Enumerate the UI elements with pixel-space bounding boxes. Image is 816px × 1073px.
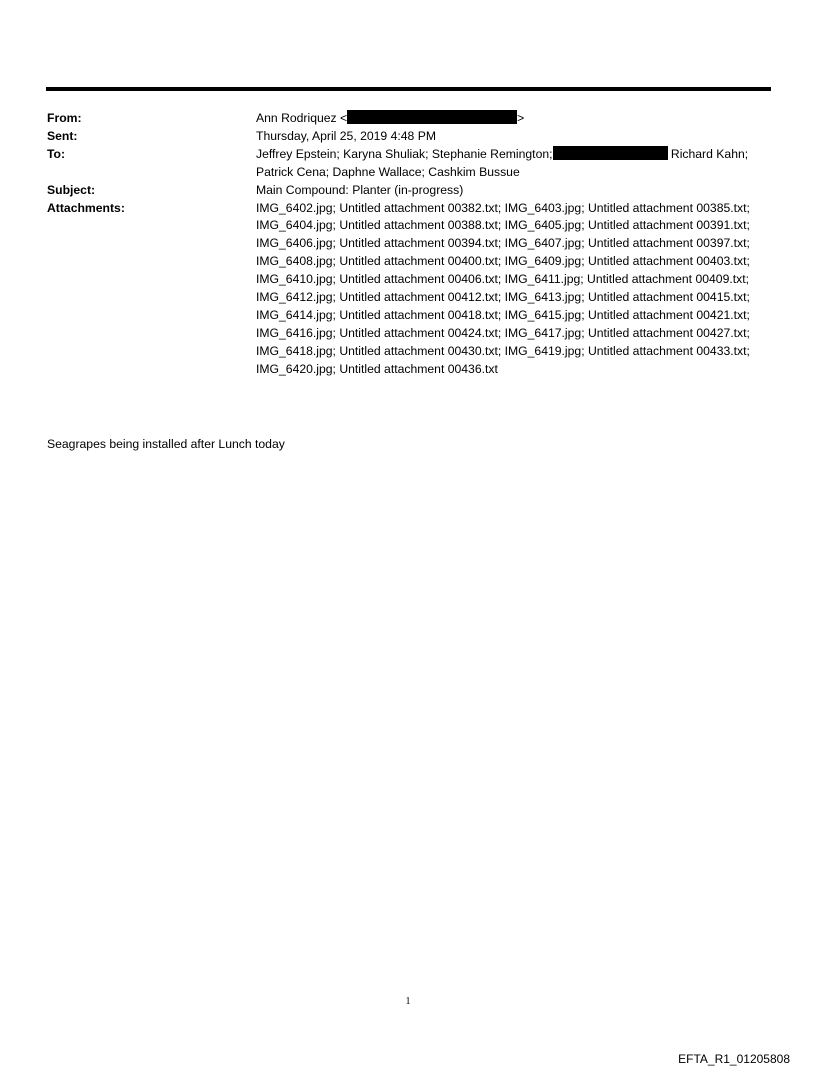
message-body: Seagrapes being installed after Lunch today	[47, 437, 285, 451]
sent-label: Sent:	[47, 128, 78, 143]
redacted-recipient	[553, 146, 668, 160]
page-number: 1	[405, 996, 411, 1007]
header-rule	[46, 87, 771, 91]
attachments-label: Attachments:	[47, 200, 125, 215]
sender-close-bracket: >	[517, 111, 525, 125]
recipients-part-2: Richard Kahn; Patrick Cena; Daphne Wallace; Cashkim Bussue	[256, 146, 749, 179]
to-row	[47, 146, 771, 182]
sent-value: Thursday, April 25, 2019 4:48 PM	[256, 128, 436, 143]
subject-row	[47, 182, 771, 200]
from-value	[256, 110, 771, 128]
attachments-row	[47, 200, 771, 379]
subject-label: Subject:	[47, 182, 96, 197]
attachments-value: IMG_6402.jpg; Untitled attachment 00382.txt; IMG_6403.jpg; Untitled attachment 00385.txt; IMG_6404.jpg; Untitled attachment 00388.txt; IMG_6405.jpg; Untitled attachment 00391.txt; IMG_6406.jpg; Untitled attachment 00394.txt; IMG_6407.jpg; Untitled attachment 00397.txt; IMG_6408.jpg; Untitled attachment 00400.txt; IMG_6409.jpg; Untitled attachment 00403.txt; IMG_6410.jpg; Untitled attachment 00406.txt; IMG_6411.jpg; Untitled attachment 00409.txt; IMG_6412.jpg; Untitled attachment 00412.txt; IMG_6413.jpg; Untitled attachment 00415.txt; IMG_6414.jpg; Untitled attachment 00418.txt; IMG_6415.jpg; Untitled attachment 00421.txt; IMG_6416.jpg; Untitled attachment 00424.txt; IMG_6417.jpg; Untitled attachment 00427.txt; IMG_6418.jpg; Untitled attachment 00430.txt; IMG_6419.jpg; Untitled attachment 00433.txt; IMG_6420.jpg; Untitled attachment 00436.txt	[256, 200, 750, 376]
from-label: From:	[47, 111, 82, 125]
email-header	[47, 110, 771, 379]
from-row	[47, 110, 771, 128]
to-value	[256, 146, 771, 182]
to-label: To:	[47, 146, 66, 161]
redacted-email	[347, 110, 517, 124]
sender-name: Ann Rodriquez <	[256, 111, 348, 125]
recipients-part-1: Jeffrey Epstein; Karyna Shuliak; Stephanie Remington;	[256, 146, 553, 161]
subject-value: Main Compound: Planter (in-progress)	[256, 182, 464, 197]
sent-row	[47, 128, 771, 146]
document-id: EFTA_R1_01205808	[678, 1052, 790, 1066]
